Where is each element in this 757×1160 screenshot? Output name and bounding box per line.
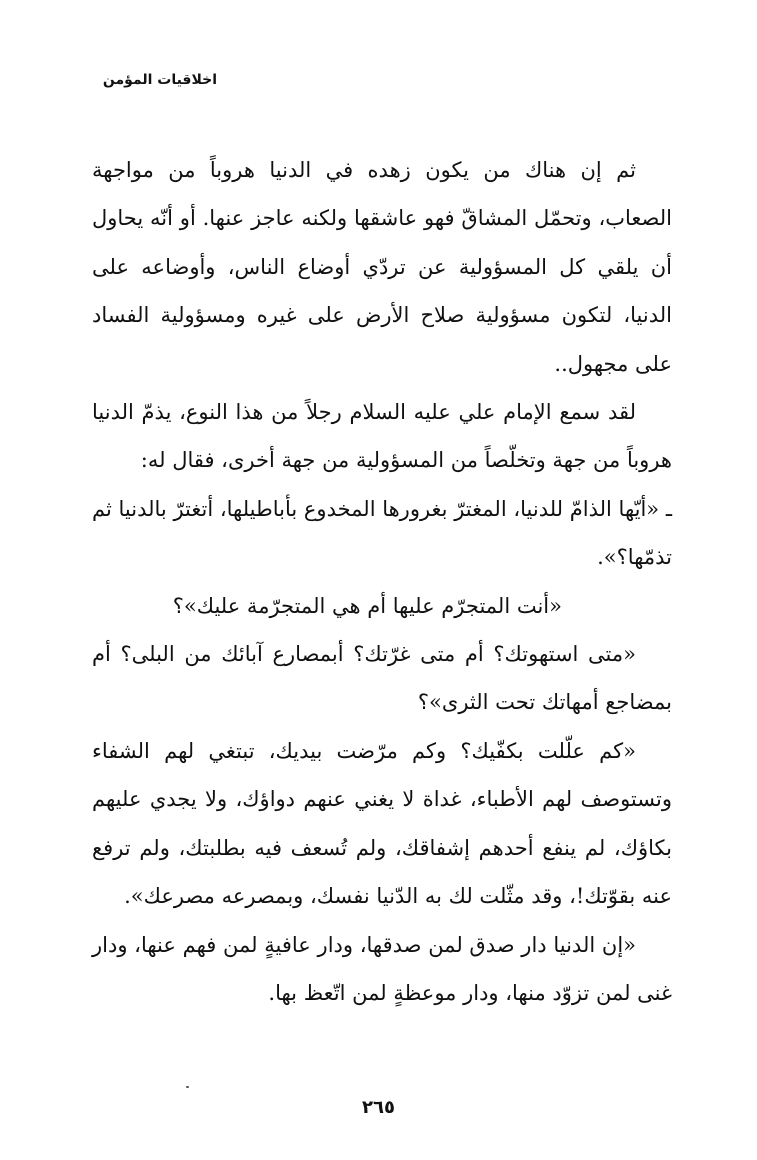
print-speck [186, 1086, 189, 1088]
paragraph-quote-5: «إن الدنيا دار صدق لمن صدقها، ودار عافيةٍ لمن فهم عنها، ودار غنى لمن تزوّد منها، ودار موعظةٍ لمن اتّعظ بها. [92, 932, 672, 1005]
page-number: ٢٦٥ [362, 1097, 395, 1118]
body-text [92, 146, 672, 1017]
paragraph-imam-ali: لقد سمع الإمام علي عليه السلام رجلاً من هذا النوع، يذمّ الدنيا هروباً من جهة وتخلّصاً من المسؤولية من جهة أخرى، فقال له: [92, 400, 672, 473]
paragraph-quote-3: «متى استهوتك؟ أم متى غرّتك؟ أبمصارع آبائك من البلى؟ أم بمضاجع أمهاتك تحت الثرى»؟ [92, 642, 672, 715]
paragraph-intro: ثم إن هناك من يكون زهده في الدنيا هروباً من مواجهة الصعاب، وتحمّل المشاقّ فهو عاشقها ولكنه عاجز عنها. أو أنّه يحاول أن يلقي كل المسؤولية عن تردّي أوضاع الناس، وأوضاعه على الدنيا، لتكون مسؤولية صلاح الأرض على غيره ومسؤولية الفساد على مجهول.. [92, 158, 672, 376]
paragraph-quote-4: «كم علّلت بكفّيك؟ وكم مرّضت بيديك، تبتغي لهم الشفاء وتستوصف لهم الأطباء، غداة لا يغني عنهم دواؤك، ولا يجدي عليهم بكاؤك، لم ينفع أحدهم إشفاقك، ولم تُسعف فيه بطلبتك، ولم ترفع عنه بقوّتك!، وقد مثّلت لك به الدّنيا نفسك، وبمصرعه مصرعك». [92, 738, 672, 909]
paragraph-quote-2: «أنت المتجرّم عليها أم هي المتجرّمة عليك»؟ [172, 593, 562, 618]
paragraph-quote-1: ـ «أيّها الذامّ للدنيا، المغترّ بغرورها المخدوع بأباطيلها، أتغترّ بالدنيا ثم تذمّها؟». [92, 496, 672, 570]
running-header: اخلاقيات المؤمن [102, 72, 217, 88]
